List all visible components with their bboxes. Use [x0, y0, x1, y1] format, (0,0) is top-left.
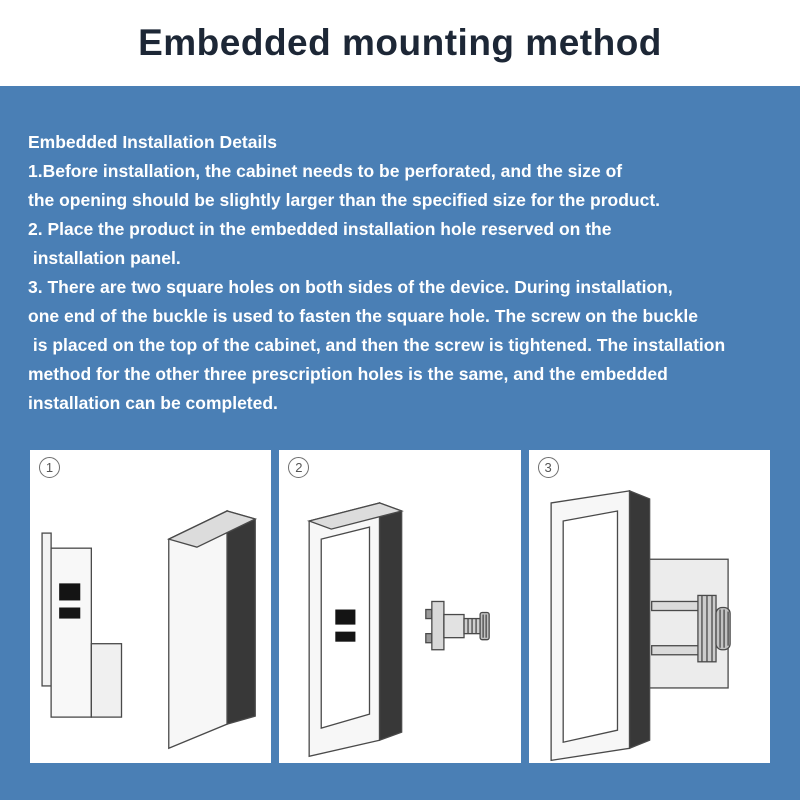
diagram-step-1	[30, 450, 271, 763]
instruction-line: 2. Place the product in the embedded installation hole reserved on the	[28, 219, 612, 239]
instructions-heading: Embedded Installation Details	[28, 132, 277, 152]
instruction-line: installation panel.	[28, 248, 181, 268]
header	[0, 0, 800, 86]
step-3-illustration	[529, 450, 770, 763]
step-1-illustration	[30, 450, 271, 763]
instruction-line: 3. There are two square holes on both sides of the device. During installation,	[28, 277, 673, 297]
diagram-step-2	[279, 450, 520, 763]
step-3-badge: 3	[538, 457, 559, 478]
instruction-line: method for the other three prescription holes is the same, and the embedded	[28, 364, 668, 384]
instruction-line: one end of the buckle is used to fasten the square hole. The screw on the buckle	[28, 306, 698, 326]
instruction-line: is placed on the top of the cabinet, and then the screw is tightened. The installation	[28, 335, 726, 355]
installation-instructions	[28, 128, 782, 418]
instruction-line: 1.Before installation, the cabinet needs to be perforated, and the size of	[28, 161, 623, 181]
diagram-step-3	[529, 450, 770, 763]
step-2-illustration	[279, 450, 520, 763]
step-1-badge: 1	[39, 457, 60, 478]
instruction-line: installation can be completed.	[28, 393, 278, 413]
step-2-badge: 2	[288, 457, 309, 478]
diagram-panels	[30, 450, 770, 763]
instruction-line: the opening should be slightly larger than the specified size for the product.	[28, 190, 661, 210]
page-title: Embedded mounting method	[138, 22, 662, 63]
